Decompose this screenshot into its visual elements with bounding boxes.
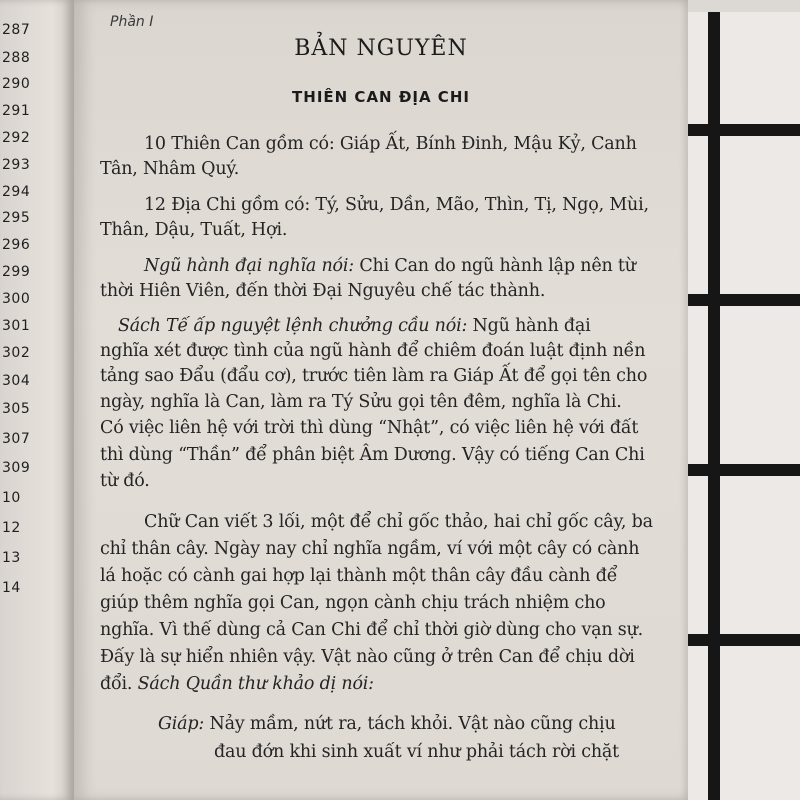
tablecloth-edge [686, 0, 800, 12]
text-line [144, 256, 636, 276]
section-heading: THIÊN CAN ĐỊA CHI [292, 88, 470, 106]
index-number: 290 [2, 76, 31, 92]
source-citation: Ngũ hành đại nghĩa nói: [144, 256, 354, 276]
line-text: nghĩa xét được tình của ngũ hành để chiêm đoán luật định nền [100, 341, 646, 361]
line-text: Nảy mầm, nứt ra, tách khỏi. Vật nào cũng chịu [204, 714, 616, 734]
line-text: ngày, nghĩa là Can, làm ra Tý Sửu gọi tên đêm, nghĩa là Chi. [100, 392, 622, 412]
line-text: 10 Thiên Can gồm có: Giáp Ất, Bính Đinh, Mậu Kỷ, Canh [144, 134, 637, 154]
index-number: 292 [2, 130, 31, 146]
text-line [100, 593, 606, 613]
text-line [100, 392, 622, 412]
text-line [118, 316, 591, 336]
index-number: 305 [2, 401, 31, 417]
checkered-tablecloth [684, 0, 800, 800]
index-number: 293 [2, 157, 31, 173]
line-text: từ đó. [100, 471, 150, 491]
text-line [144, 512, 653, 532]
line-text: giúp thêm nghĩa gọi Can, ngọn cành chịu trách nhiệm cho [100, 593, 606, 613]
text-line [144, 134, 637, 154]
index-number: 12 [2, 520, 21, 536]
text-line [100, 341, 645, 361]
line-text: 12 Địa Chi gồm có: Tý, Sửu, Dần, Mão, Thìn, Tị, Ngọ, Mùi, [144, 195, 649, 215]
text-line [100, 366, 647, 386]
text-line [100, 471, 150, 491]
text-line [100, 566, 617, 586]
index-number: 288 [2, 50, 31, 66]
text-line [100, 445, 645, 465]
index-number: 13 [2, 550, 21, 566]
text-line [144, 195, 649, 215]
page-title: BẢN NGUYÊN [294, 36, 468, 61]
source-citation: Sách Quần thư khảo dị nói: [137, 674, 374, 694]
index-number: 301 [2, 318, 31, 334]
index-number: 10 [2, 490, 21, 506]
text-line [214, 742, 619, 762]
entry-term: Giáp: [158, 714, 205, 734]
line-text: Có việc liên hệ với trời thì dùng “Nhật”, có việc liên hệ với đất [100, 418, 639, 438]
index-number: 309 [2, 460, 31, 476]
part-label: Phần I [110, 14, 154, 30]
text-line [100, 159, 239, 179]
line-text: Tân, Nhâm Quý. [100, 159, 240, 179]
line-text: lá hoặc có cành gai hợp lại thành một thân cây đầu cành để [100, 566, 618, 586]
line-text: Đấy là sự hiển nhiên vậy. Vật nào cũng ở trên Can để chịu dời [100, 647, 635, 667]
line-text: thời Hiên Viên, đến thời Đại Nguyêu chế tác thành. [100, 281, 546, 301]
line-text: đau đớn khi sinh xuất ví như phải tách rời chặt [214, 742, 620, 762]
line-text: chỉ thân cây. Ngày nay chỉ nghĩa ngầm, ví với một cây có cành [100, 539, 640, 559]
index-number: 296 [2, 237, 31, 253]
index-number: 302 [2, 345, 31, 361]
text-line [100, 281, 545, 301]
index-number: 300 [2, 291, 31, 307]
index-number: 291 [2, 103, 31, 119]
text-line [100, 620, 643, 640]
text-line [158, 714, 616, 734]
index-number: 304 [2, 373, 31, 389]
index-number: 14 [2, 580, 21, 596]
index-number: 299 [2, 264, 31, 280]
line-text: nghĩa. Vì thế dùng cả Can Chi để chỉ thời giờ dùng cho vạn sự. [100, 620, 644, 640]
index-number: 295 [2, 210, 31, 226]
line-text: thì dùng “Thần” để phân biệt Âm Dương. Vậy có tiếng Can Chi [100, 445, 645, 465]
line-text: Chi Can do ngũ hành lập nên từ [354, 256, 636, 276]
index-number: 294 [2, 184, 31, 200]
text-line [100, 539, 639, 559]
text-line [100, 220, 287, 240]
line-text: tảng sao Đẩu (đẩu cơ), trước tiên làm ra Giáp Ất để gọi tên cho [100, 366, 648, 386]
index-number: 307 [2, 431, 31, 447]
line-text: Ngũ hành đại [467, 316, 591, 336]
index-number: 287 [2, 22, 31, 38]
source-citation: Sách Tế ấp nguyệt lệnh chưởng cầu nói: [118, 316, 468, 336]
book-page [74, 0, 688, 800]
text-line [100, 418, 638, 438]
line-text: Chữ Can viết 3 lối, một để chỉ gốc thảo, hai chỉ gốc cây, ba [144, 512, 653, 532]
left-page-index [0, 0, 74, 800]
text-line [100, 647, 635, 667]
text-line [100, 674, 374, 694]
line-text: đổi. [100, 674, 138, 694]
line-text: Thân, Dậu, Tuất, Hợi. [100, 220, 288, 240]
